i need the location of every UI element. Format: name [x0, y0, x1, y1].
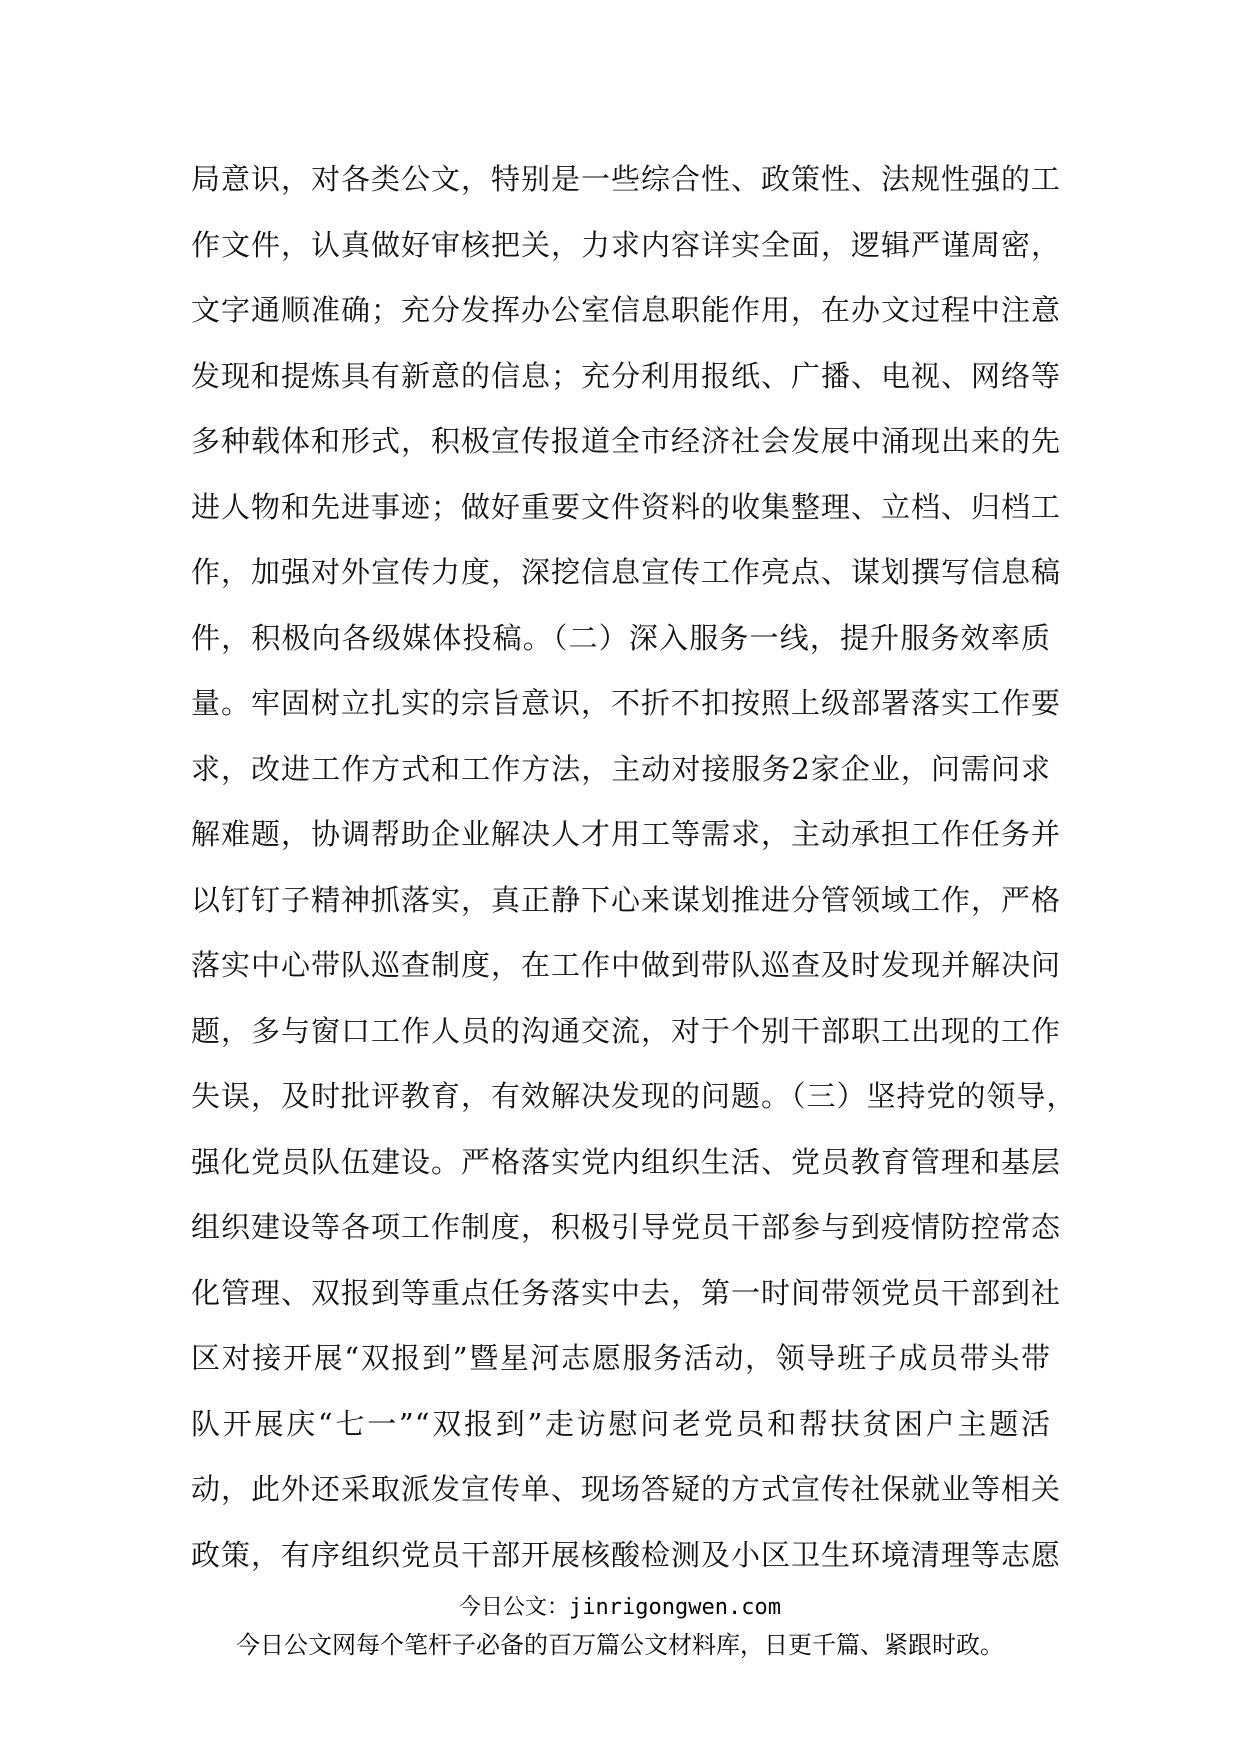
paragraph-line-11: 解难题，协调帮助企业解决人才用工等需求，主动承担工作任务并: [191, 817, 1062, 851]
footer-site-url[interactable]: jinrigongwen.com: [569, 1595, 781, 1620]
paragraph-line-7: 作，加强对外宣传力度，深挖信息宣传工作亮点、谋划撰写信息稿: [191, 555, 1062, 589]
paragraph-line-15: 失误，及时批评教育，有效解决发现的问题。（三）坚持党的领导，: [191, 1079, 1077, 1113]
paragraph-line-17: 组织建设等各项工作制度，积极引导党员干部参与到疫情防控常态: [191, 1210, 1062, 1244]
paragraph-line-14: 题，多与窗口工作人员的沟通交流，对于个别干部职工出现的工作: [191, 1013, 1062, 1048]
paragraph-line-13: 落实中心带队巡查制度，在工作中做到带队巡查及时发现并解决问: [191, 948, 1062, 982]
paragraph-line-9: 量。牢固树立扎实的宗旨意识，不折不扣按照上级部署落实工作要: [191, 686, 1062, 720]
paragraph-line-5: 多种载体和形式，积极宣传报道全市经济社会发展中涌现出来的先: [191, 424, 1062, 458]
paragraph-line-6: 进人物和先进事迹；做好重要文件资料的收集整理、立档、归档工: [191, 489, 1062, 524]
paragraph-line-4: 发现和提炼具有新意的信息；充分利用报纸、广播、电视、网络等: [191, 358, 1062, 393]
paragraph-line-1: 局意识，对各类公文，特别是一些综合性、政策性、法规性强的工: [191, 162, 1062, 196]
paragraph-line-12: 以钉钉子精神抓落实，真正静下心来谋划推进分管领域工作，严格: [191, 882, 1062, 917]
paragraph-line-18: 化管理、双报到等重点任务落实中去，第一时间带领党员干部到社: [191, 1275, 1062, 1310]
paragraph-line-2: 作文件，认真做好审核把关，力求内容详实全面，逻辑严谨周密，: [191, 227, 1062, 262]
paragraph-line-19: 区对接开展“双报到”暨星河志愿服务活动，领导班子成员带头带: [191, 1341, 1051, 1375]
document-body: [191, 160, 1077, 1601]
footer-tagline: 今日公文网每个笔杆子必备的百万篇公文材料库，日更千篇、紧跟时政。: [236, 1631, 1004, 1659]
paragraph-line-20: 队开展庆“七一”“双报到”走访慰问老党员和帮扶贫困户主题活: [191, 1406, 1051, 1441]
paragraph-line-3: 文字通顺准确；充分发挥办公室信息职能作用，在办文过程中注意: [191, 293, 1062, 327]
paragraph-line-8: 件，积极向各级媒体投稿。（二）深入服务一线，提升服务效率质: [191, 620, 1051, 655]
paragraph-line-10: 求，改进工作方式和工作方法，主动对接服务2家企业，问需问求: [191, 751, 1051, 786]
paragraph-line-16: 强化党员队伍建设。严格落实党内组织生活、党员教育管理和基层: [191, 1144, 1062, 1179]
paragraph-line-21: 动，此外还采取派发宣传单、现场答疑的方式宣传社保就业等相关: [191, 1472, 1062, 1506]
paragraph-line-22: 政策，有序组织党员干部开展核酸检测及小区卫生环境清理等志愿: [191, 1537, 1062, 1572]
footer-site-label: 今日公文：: [459, 1595, 570, 1620]
footer-site-line: [0, 1590, 1240, 1621]
